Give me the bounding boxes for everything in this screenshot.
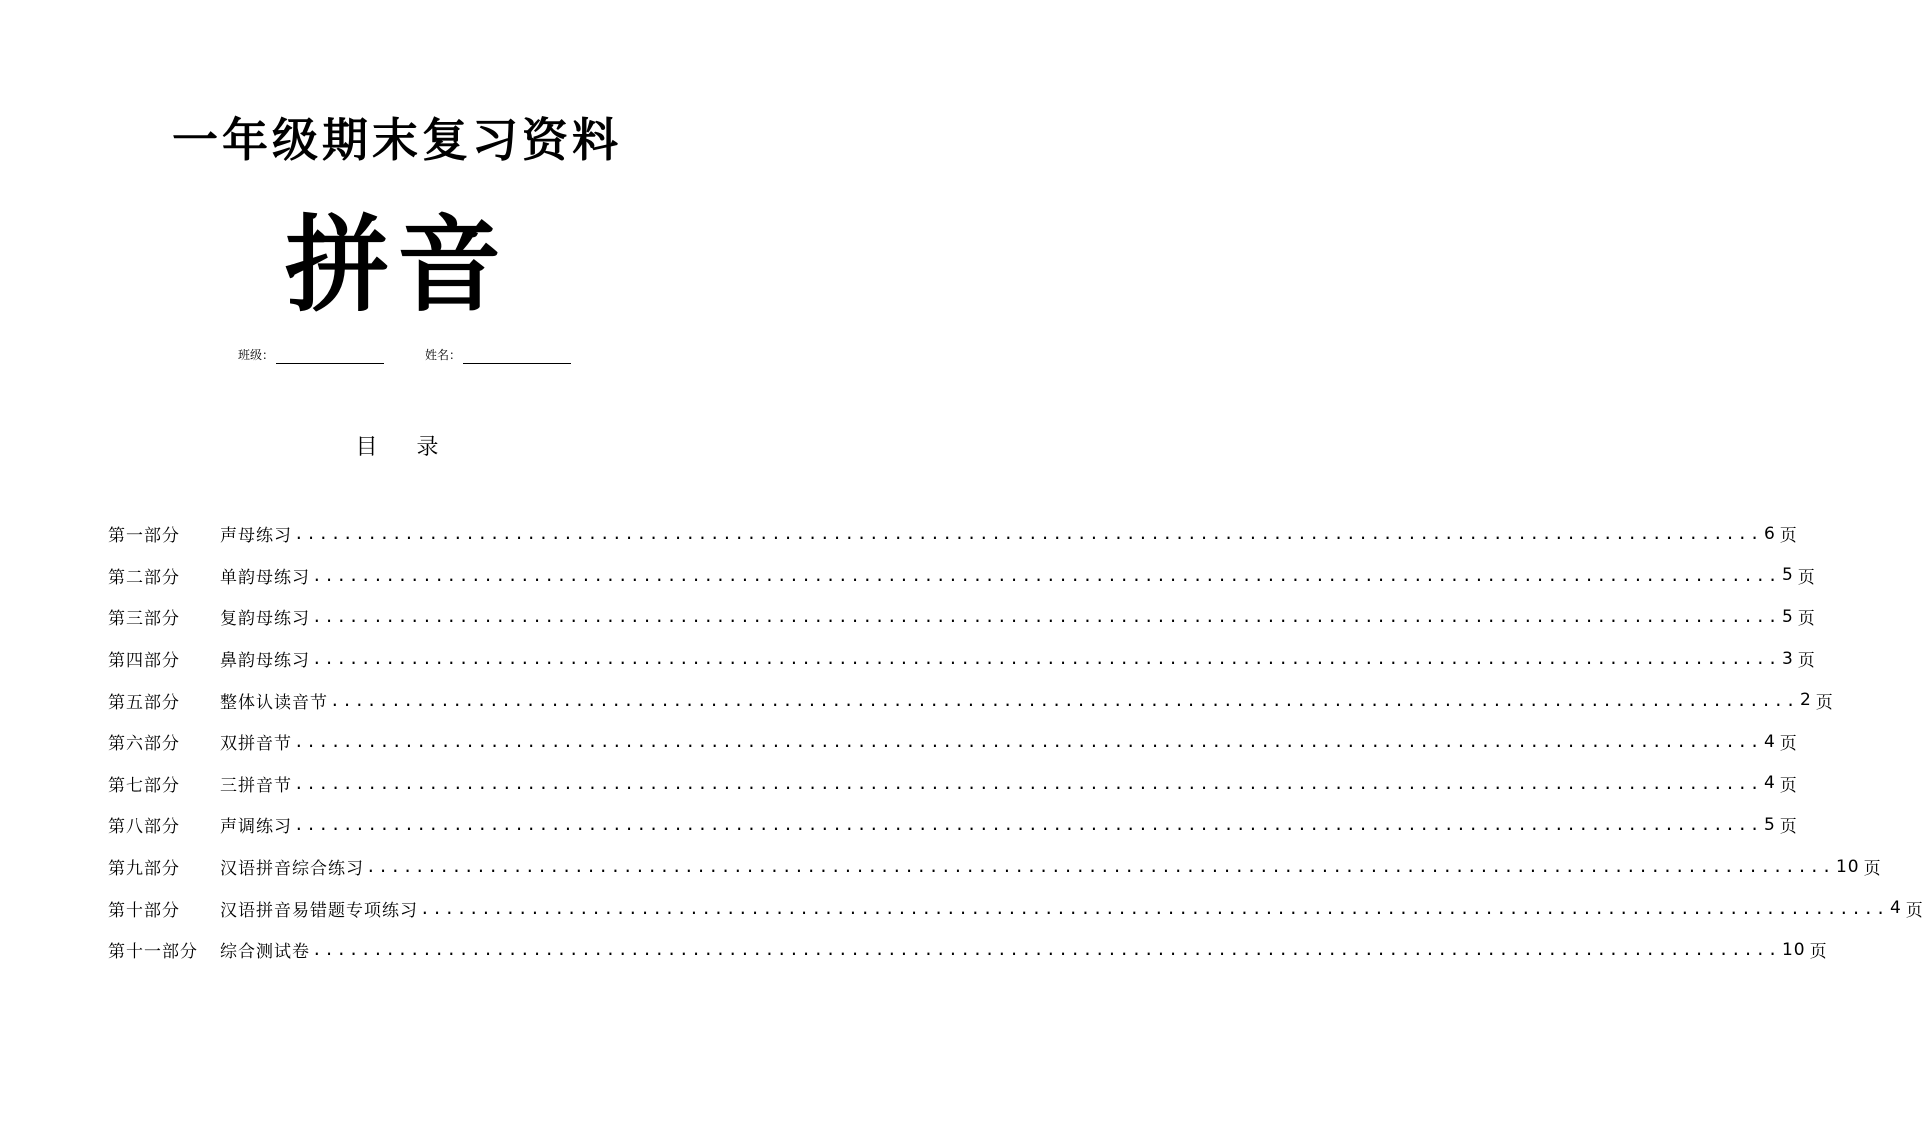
toc-entry-title: 声调练习 xyxy=(220,817,292,838)
toc-row xyxy=(108,679,1834,721)
toc-entry-title: 三拼音节 xyxy=(220,775,292,796)
toc-entry-title: 汉语拼音易错题专项练习 xyxy=(220,900,418,921)
toc-entry-title: 双拼音节 xyxy=(220,734,292,755)
toc-entry-title: 整体认读音节 xyxy=(220,692,328,713)
toc-row xyxy=(108,929,1828,971)
toc-entry-title: 综合测试卷 xyxy=(220,942,310,963)
toc-part-label: 第一部分 xyxy=(108,526,180,547)
toc-heading xyxy=(0,432,794,464)
toc-row xyxy=(108,846,1882,888)
toc-entry-title: 复韵母练习 xyxy=(220,609,310,630)
toc-page-number: 2 xyxy=(1799,690,1812,711)
toc-entry-title: 单韵母练习 xyxy=(220,567,310,588)
toc-dot-leader: ........................................................................................................................ xyxy=(312,607,1780,627)
toc-row xyxy=(108,721,1798,763)
toc-page-unit: 页 xyxy=(1779,734,1798,755)
name-label: 姓名： xyxy=(425,348,462,362)
class-field xyxy=(238,346,384,364)
toc-page-unit: 页 xyxy=(1779,817,1798,838)
toc-page-number: 4 xyxy=(1763,731,1776,752)
toc-part-label: 第七部分 xyxy=(108,775,180,796)
class-blank-line xyxy=(276,349,384,364)
toc-page-unit: 页 xyxy=(1797,567,1816,588)
toc-entry-title: 汉语拼音综合练习 xyxy=(220,859,364,880)
toc-page-number: 4 xyxy=(1763,773,1776,794)
toc-page-number: 10 xyxy=(1781,939,1806,960)
toc-page-number: 10 xyxy=(1835,856,1860,877)
toc-part-label: 第十部分 xyxy=(108,900,180,921)
toc-page-unit: 页 xyxy=(1779,775,1798,796)
toc-page-number: 5 xyxy=(1763,814,1776,835)
toc-dot-leader: ........................................................................................................................ xyxy=(312,940,1780,960)
toc-page-unit: 页 xyxy=(1779,526,1798,547)
toc-row xyxy=(108,763,1798,805)
toc-dot-leader: ........................................................................................................................ xyxy=(294,732,1762,752)
toc-page-unit: 页 xyxy=(1905,900,1924,921)
toc-page-unit: 页 xyxy=(1797,609,1816,630)
toc-row xyxy=(108,638,1816,680)
toc-page-unit: 页 xyxy=(1863,859,1882,880)
toc-dot-leader: ........................................................................................................................ xyxy=(312,565,1780,585)
toc-dot-leader: ........................................................................................................................ xyxy=(294,773,1762,793)
toc-page-number: 6 xyxy=(1763,523,1776,544)
toc-heading-char: 录 xyxy=(416,435,439,460)
toc-dot-leader: ........................................................................................................................ xyxy=(330,690,1798,710)
toc-page-unit: 页 xyxy=(1809,942,1828,963)
toc-page-number: 4 xyxy=(1889,898,1902,919)
toc-row xyxy=(108,804,1798,846)
class-label: 班级： xyxy=(238,348,275,362)
toc-part-label: 第五部分 xyxy=(108,692,180,713)
subject-title: 拼音 xyxy=(284,203,509,326)
toc-entry-title: 鼻韵母练习 xyxy=(220,651,310,672)
name-blank-line xyxy=(463,349,571,364)
name-field xyxy=(425,346,571,364)
toc-row xyxy=(108,555,1816,597)
toc-row xyxy=(108,596,1816,638)
toc-page-unit: 页 xyxy=(1815,692,1834,713)
table-of-contents xyxy=(108,513,1924,971)
toc-dot-leader: ........................................................................................................................ xyxy=(294,815,1762,835)
toc-entry-title: 声母练习 xyxy=(220,526,292,547)
toc-dot-leader: ........................................................................................................................ xyxy=(420,898,1888,918)
toc-row xyxy=(108,513,1798,555)
toc-part-label: 第九部分 xyxy=(108,859,180,880)
toc-page-unit: 页 xyxy=(1797,651,1816,672)
toc-heading-char: 目 xyxy=(355,435,378,460)
toc-part-label: 第三部分 xyxy=(108,609,180,630)
toc-dot-leader: ........................................................................................................................ xyxy=(366,857,1834,877)
toc-part-label: 第六部分 xyxy=(108,734,180,755)
document-title: 一年级期末复习资料 xyxy=(172,113,622,167)
toc-dot-leader: ........................................................................................................................ xyxy=(312,649,1780,669)
toc-page-number: 5 xyxy=(1781,565,1794,586)
toc-row xyxy=(108,887,1924,929)
toc-dot-leader: ........................................................................................................................ xyxy=(294,524,1762,544)
toc-part-label: 第八部分 xyxy=(108,817,180,838)
toc-part-label: 第四部分 xyxy=(108,651,180,672)
toc-part-label: 第二部分 xyxy=(108,567,180,588)
toc-page-number: 3 xyxy=(1781,648,1794,669)
toc-page-number: 5 xyxy=(1781,606,1794,627)
toc-part-label: 第十一部分 xyxy=(108,942,198,963)
